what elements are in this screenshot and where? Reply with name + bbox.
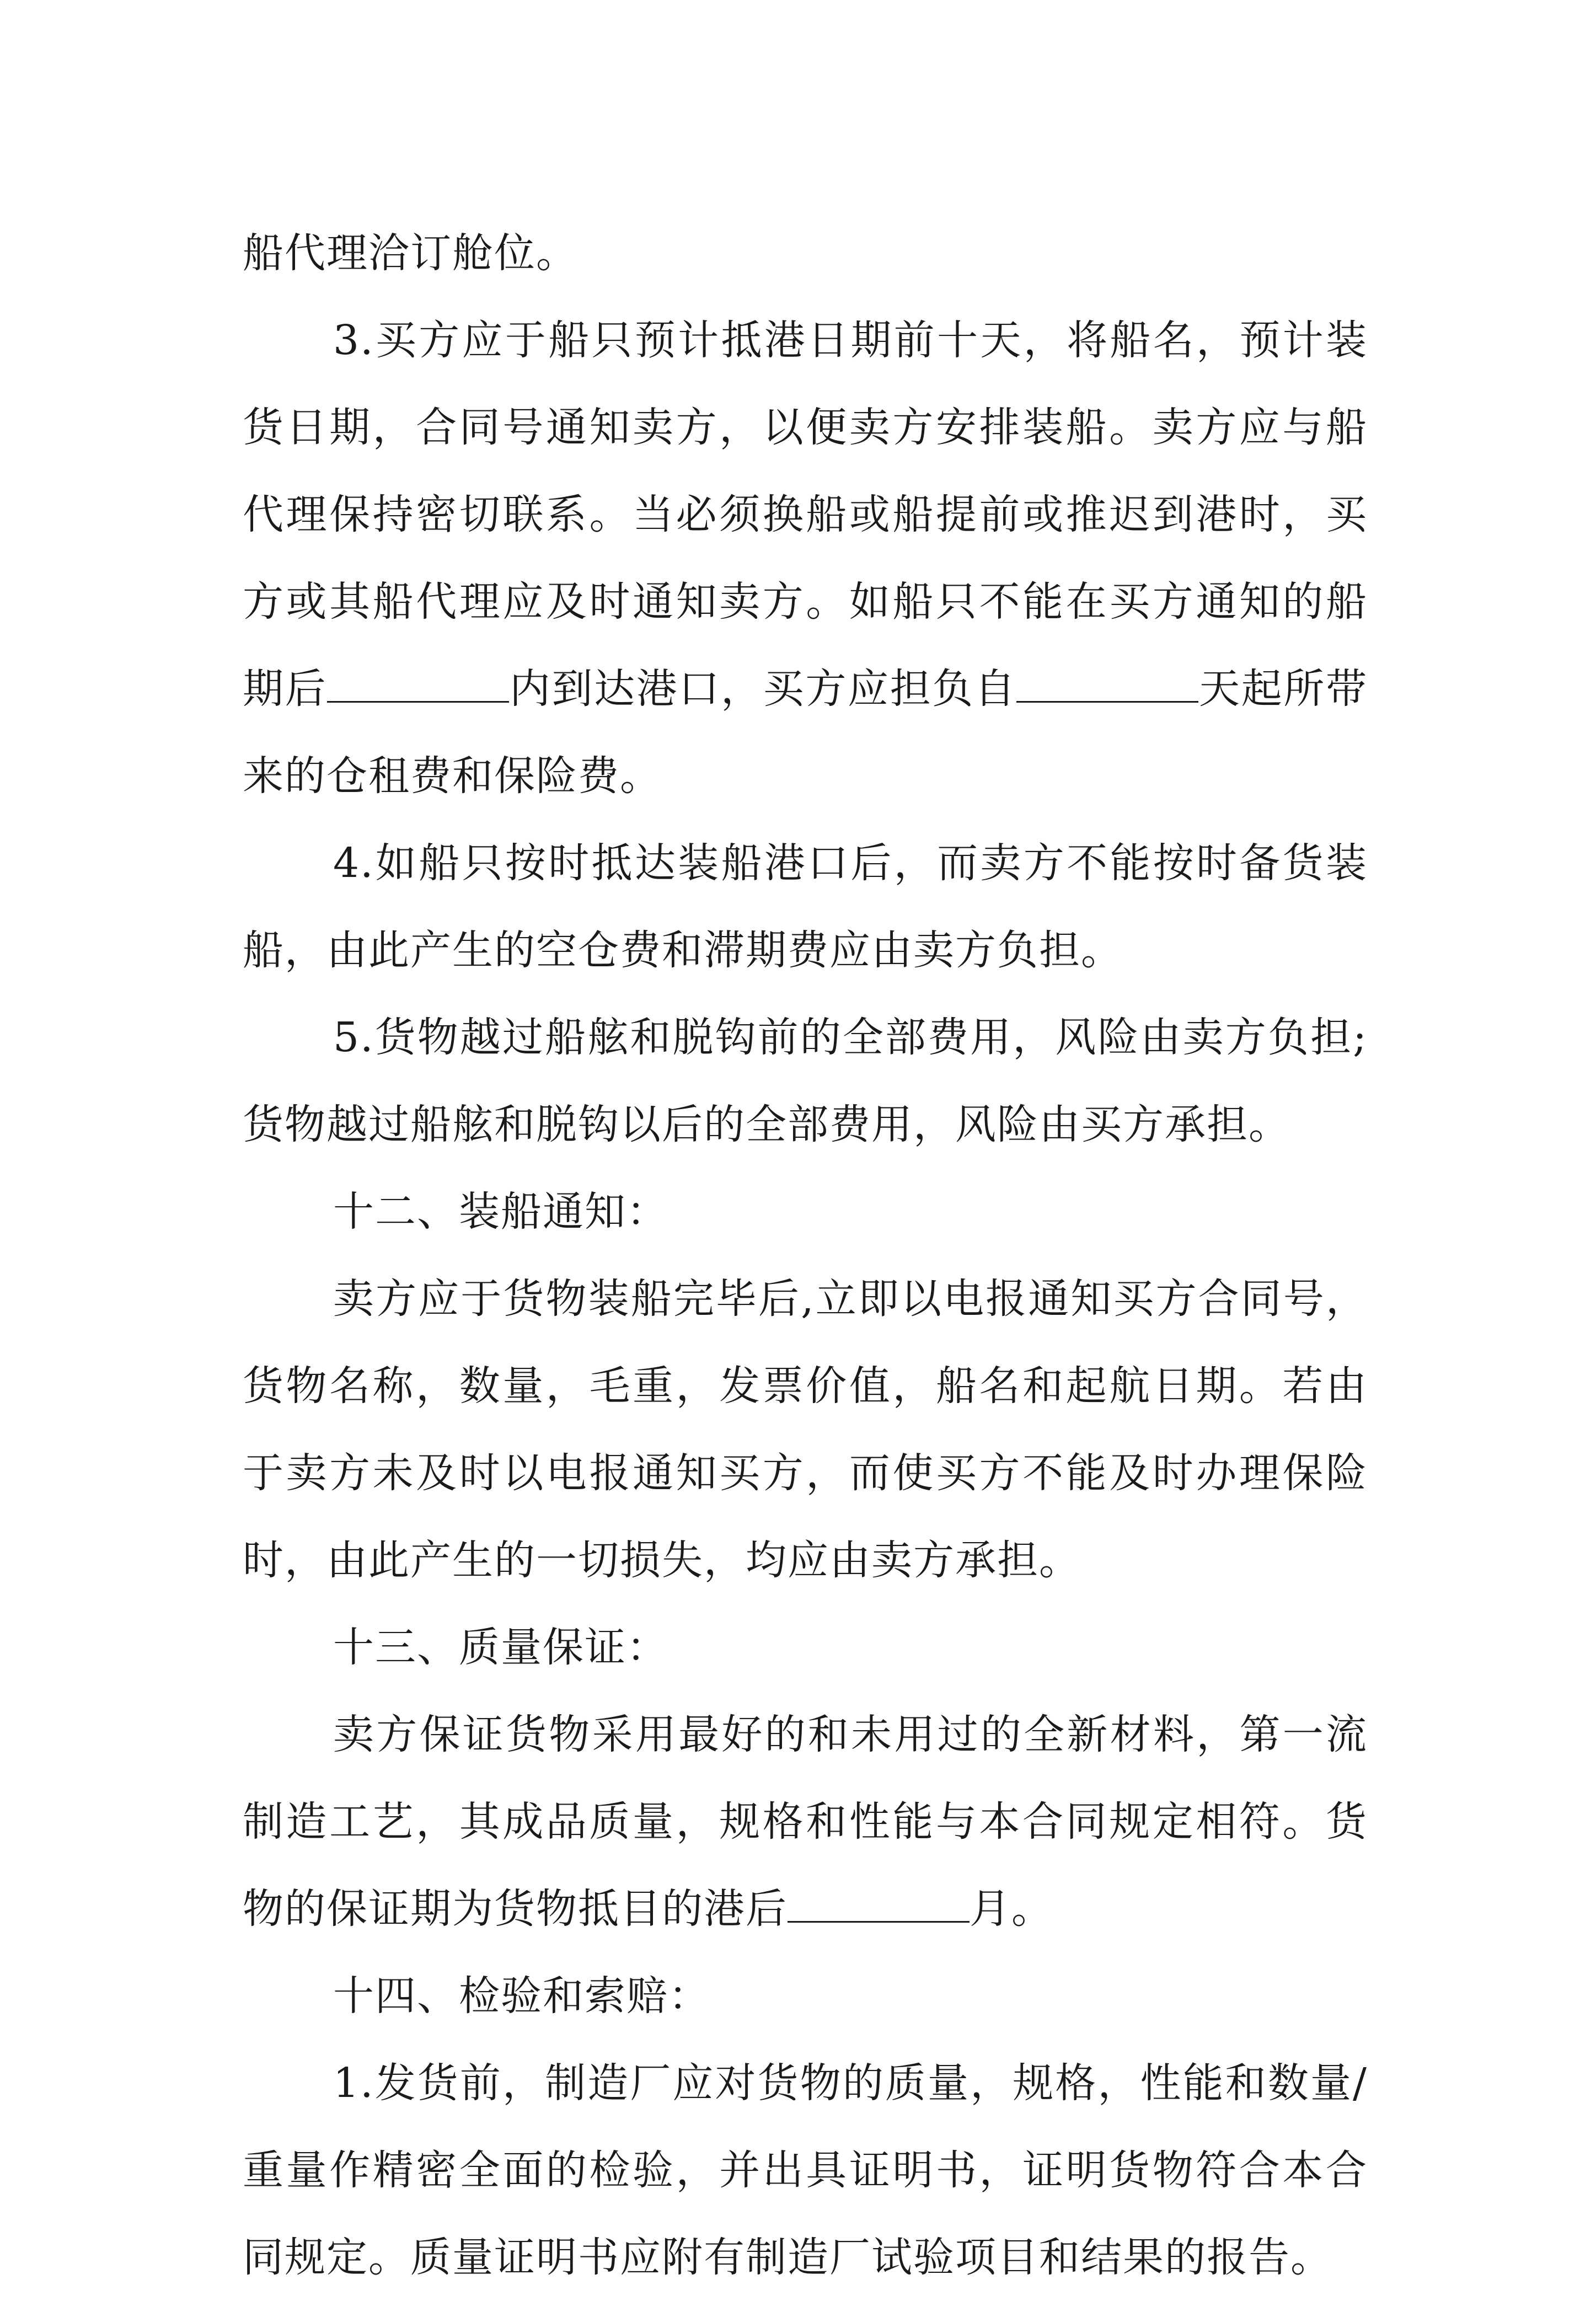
paragraph-text: 4.如船只按时抵达装船港口后，而卖方不能按时备货装船，由此产生的空仓费和滞期费应由卖方负担。 <box>243 839 1368 974</box>
heading-text: 十三、质量保证： <box>333 1624 668 1671</box>
paragraph-text: 1.发货前，制造厂应对货物的质量，规格，性能和数量/重量作精密全面的检验，并出具证明书，证明货物符合本合同规定。质量证明书应附有制造厂试验项目和结果的报告。 <box>243 2059 1368 2281</box>
document-body <box>243 210 1368 2301</box>
paragraph-text: 内到达港口，买方应担负自 <box>509 665 1017 713</box>
paragraph-text: 卖方保证货物采用最好的和未用过的全新材料，第一流制造工艺，其成品质量，规格和性能与本合同规定相符。货物的保证期为货物抵目的港后 <box>243 1711 1368 1933</box>
paragraph-text: 天起所带来的仓租费和保险费。 <box>243 665 1368 800</box>
fill-in-blank <box>327 666 509 703</box>
paragraph-clause-5 <box>243 994 1368 1168</box>
paragraph-clause-4 <box>243 820 1368 994</box>
paragraph-text: 卖方应于货物装船完毕后,立即以电报通知买方合同号，货物名称，数量，毛重，发票价值，船名和起航日期。若由于卖方未及时以电报通知买方，而使买方不能及时办理保险时，由此产生的一切损失，均应由卖方承担。 <box>243 1275 1368 1584</box>
paragraph-text: 月。 <box>970 1885 1053 1933</box>
paragraph-text: 船代理洽订舱位。 <box>243 229 578 277</box>
section-heading-shipping-notice <box>243 1168 1368 1255</box>
heading-text: 十四、检验和索赔： <box>333 1972 710 2020</box>
fill-in-blank <box>1016 666 1198 703</box>
paragraph-text: 5.货物越过船舷和脱钩前的全部费用，风险由卖方负担;货物越过船舷和脱钩以后的全部费用，风险由买方承担。 <box>243 1014 1368 1148</box>
paragraph-quality-guarantee <box>243 1691 1368 1952</box>
section-heading-quality-guarantee <box>243 1604 1368 1691</box>
fill-in-blank <box>788 1886 970 1923</box>
paragraph-inspection-1 <box>243 2040 1368 2301</box>
paragraph-clause-3 <box>243 297 1368 820</box>
paragraph-text: 3.买方应于船只预计抵港日期前十天，将船名，预计装货日期，合同号通知卖方，以便卖方安排装船。卖方应与船代理保持密切联系。当必须换船或船提前或推迟到港时，买方或其船代理应及时通知卖方。如船只不能在买方通知的船期后 <box>243 317 1368 713</box>
section-heading-inspection-claims <box>243 1952 1368 2040</box>
paragraph-booking <box>243 210 1368 297</box>
paragraph-shipping-notice <box>243 1255 1368 1604</box>
heading-text: 十二、装船通知： <box>333 1188 668 1235</box>
